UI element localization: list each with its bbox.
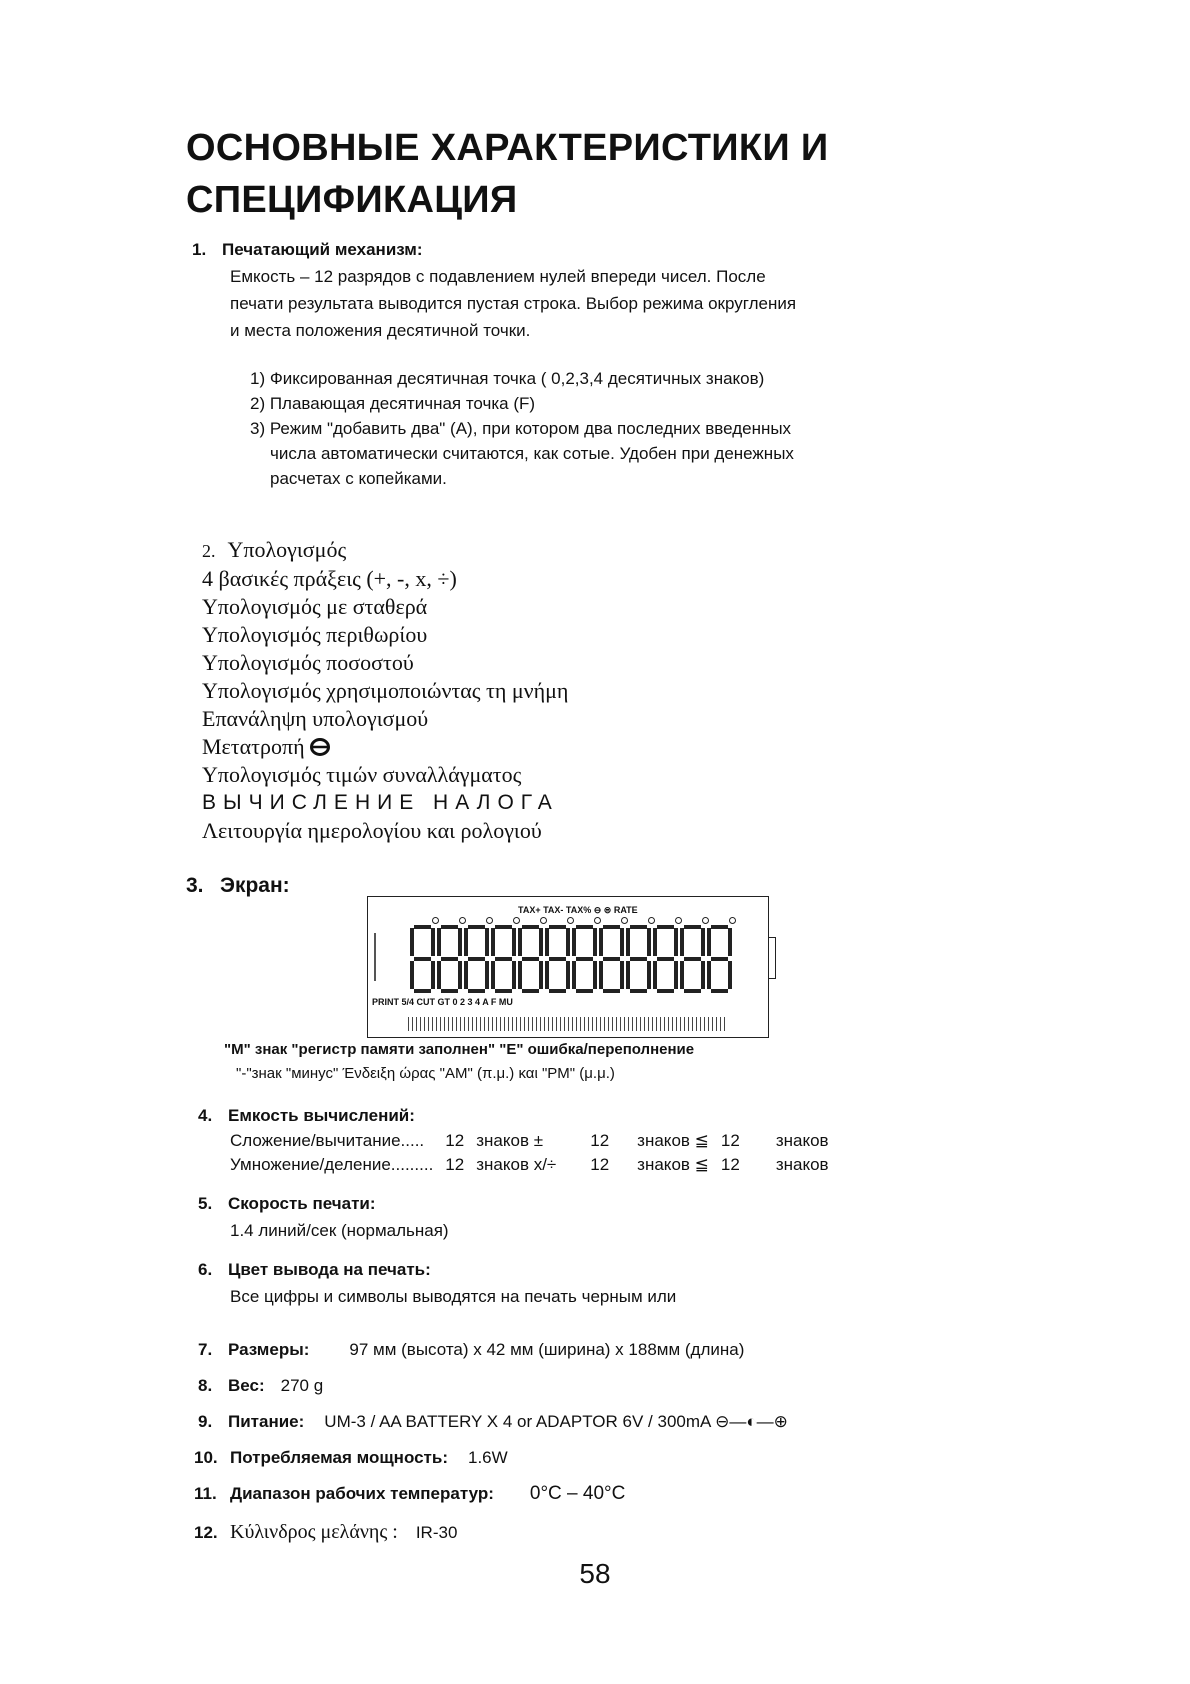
section-number: 1. bbox=[192, 240, 207, 259]
section-number: 4. bbox=[198, 1106, 213, 1125]
section-heading: Потребляемая мощность: bbox=[230, 1448, 448, 1467]
list-item: Υπολογισμός χρησιμοποιώντας τη μνήμη bbox=[202, 678, 569, 703]
lcd-top-indicators: TAX+ TAX- TAX% ⊖ ⊜ RATE bbox=[518, 905, 638, 915]
section-12 bbox=[194, 1518, 457, 1546]
table-cell: 12 bbox=[720, 1155, 740, 1174]
section-text: 1.4 линий/сек (нормальная) bbox=[230, 1221, 449, 1240]
section-number: 7. bbox=[198, 1340, 213, 1359]
lcd-digit bbox=[680, 925, 705, 993]
section-number: 12. bbox=[194, 1523, 218, 1542]
section-heading: Питание: bbox=[228, 1412, 305, 1431]
list-item: 4 βασικές πράξεις (+, -, x, ÷) bbox=[202, 566, 457, 591]
list-item: Επανάληψη υπολογισμού bbox=[202, 706, 429, 731]
list-item: Υπολογισμός με σταθερά bbox=[202, 594, 428, 619]
page-title bbox=[186, 122, 1086, 226]
section-number: 8. bbox=[198, 1376, 213, 1395]
lcd-digits bbox=[410, 925, 732, 993]
lcd-digit bbox=[599, 925, 624, 993]
list-item-continued: расчетах с копейками. bbox=[270, 469, 447, 488]
lcd-digit bbox=[707, 925, 732, 993]
list-item-continued: числа автоматически считаются, как сотые. Удобен при денежных bbox=[270, 444, 794, 463]
table-cell: 12 bbox=[590, 1155, 610, 1174]
list-item: Μετατροπή bbox=[202, 733, 902, 761]
table-cell: 12 bbox=[590, 1131, 610, 1150]
section-text: 97 мм (высота) x 42 мм (ширина) x 188мм (длина) bbox=[349, 1340, 745, 1359]
section-heading: Скорость печати: bbox=[228, 1194, 376, 1213]
title-line-2: СПЕЦИФИКАЦИЯ bbox=[186, 179, 518, 221]
table-row bbox=[230, 1129, 841, 1153]
section-text: Все цифры и символы выводятся на печать черным или bbox=[230, 1287, 677, 1306]
lcd-digit bbox=[626, 925, 651, 993]
currency-conversion-icon bbox=[310, 738, 330, 756]
lcd-digit bbox=[653, 925, 678, 993]
lcd-digit bbox=[464, 925, 489, 993]
section-2 bbox=[202, 536, 902, 845]
note-line: "-"знак "минус" Ένδειξη ώρας "AM" (π.μ.) και "PM" (μ.μ.) bbox=[236, 1065, 615, 1082]
list-item: 1) Фиксированная десятичная точка ( 0,2,3,4 десятичных знаков) bbox=[250, 369, 765, 388]
paragraph-line: и места положения десятичной точки. bbox=[230, 321, 531, 340]
section-text: IR-30 bbox=[415, 1523, 458, 1542]
lcd-digit bbox=[437, 925, 462, 993]
section-heading: Экран: bbox=[220, 874, 290, 897]
lcd-connector-tab bbox=[768, 937, 776, 979]
section-heading: Диапазон рабочих температур: bbox=[230, 1484, 494, 1503]
lcd-digit bbox=[572, 925, 597, 993]
lcd-digit bbox=[545, 925, 570, 993]
section-11 bbox=[194, 1480, 625, 1507]
table-cell: знаков x/÷ bbox=[476, 1155, 557, 1174]
section-3 bbox=[186, 872, 290, 899]
list-item: Υπολογισμός ποσοστού bbox=[202, 650, 414, 675]
section-heading: Печатающий механизм: bbox=[222, 240, 423, 259]
table-cell: 12 bbox=[445, 1131, 465, 1150]
section-1 bbox=[192, 236, 1052, 491]
section-heading: Цвет вывода на печать: bbox=[228, 1260, 431, 1279]
table-cell: знаков ≦ bbox=[637, 1131, 709, 1150]
paragraph-line: Емкость – 12 разрядов с подавлением нулей впереди чисел. После bbox=[230, 267, 766, 286]
section-heading: Υπολογισμός bbox=[227, 537, 347, 562]
section-text: 0°C – 40°C bbox=[529, 1483, 626, 1504]
section-heading: Вес: bbox=[228, 1376, 265, 1395]
lcd-digit bbox=[518, 925, 543, 993]
section-number: 2. bbox=[202, 541, 216, 561]
section-number: 11. bbox=[194, 1484, 217, 1503]
section-text: UM-3 / AA BATTERY X 4 or ADAPTOR 6V / 300mA ⊖—◐—⊕ bbox=[324, 1412, 788, 1431]
section-number: 3. bbox=[186, 874, 204, 897]
section-heading: Κύλινδρος μελάνης : bbox=[230, 1521, 398, 1543]
lcd-digit bbox=[410, 925, 435, 993]
section-number: 9. bbox=[198, 1412, 213, 1431]
table-cell: 12 bbox=[445, 1155, 465, 1174]
table-cell: знаков ± bbox=[476, 1131, 544, 1150]
tax-calculation: ВЫЧИСЛЕНИЕ НАЛОГА bbox=[202, 791, 559, 814]
section-number: 5. bbox=[198, 1194, 213, 1213]
section-7 bbox=[198, 1336, 744, 1363]
section-number: 10. bbox=[194, 1448, 218, 1467]
title-line-1: ОСНОВНЫЕ ХАРАКТЕРИСТИКИ И bbox=[186, 127, 829, 169]
section-6 bbox=[198, 1256, 676, 1310]
table-cell: знаков bbox=[775, 1131, 829, 1150]
section-heading: Размеры: bbox=[228, 1340, 310, 1359]
list-item: Λειτουργία ημερολογίου και ρολογιού bbox=[202, 818, 542, 843]
section-5 bbox=[198, 1190, 449, 1244]
note-line: "M" знак "регистр памяти заполнен" "E" ошибка/переполнение bbox=[224, 1041, 695, 1058]
section-9 bbox=[198, 1408, 788, 1435]
page-number: 58 bbox=[579, 1558, 611, 1589]
table-cell: Сложение/вычитание..... bbox=[230, 1131, 425, 1150]
display-notes bbox=[224, 1038, 1084, 1086]
section-text: 1.6W bbox=[468, 1448, 508, 1467]
section-10 bbox=[194, 1444, 508, 1471]
table-cell: знаков bbox=[775, 1155, 829, 1174]
list-item: 2) Плавающая десятичная точка (F) bbox=[250, 394, 536, 413]
capacity-table bbox=[230, 1129, 841, 1177]
lcd-display-diagram bbox=[367, 896, 769, 1038]
section-8 bbox=[198, 1372, 323, 1399]
section-heading: Емкость вычислений: bbox=[228, 1106, 415, 1125]
section-text: 270 g bbox=[280, 1376, 324, 1395]
lcd-segment-strip bbox=[408, 1017, 728, 1031]
list-item: Υπολογισμός τιμών συναλλάγματος bbox=[202, 762, 522, 787]
table-cell: Умножение/деление......... bbox=[230, 1155, 434, 1174]
section-number: 6. bbox=[198, 1260, 213, 1279]
section-4 bbox=[198, 1102, 1058, 1177]
table-row bbox=[230, 1153, 841, 1177]
list-item: Υπολογισμός περιθωρίου bbox=[202, 622, 428, 647]
paragraph-line: печати результата выводится пустая строка. Выбор режима округления bbox=[230, 294, 797, 313]
lcd-bottom-indicators: PRINT 5/4 CUT GT 0 2 3 4 A F MU bbox=[372, 997, 513, 1007]
lcd-digit bbox=[491, 925, 516, 993]
list-item: 3) Режим "добавить два" (А), при котором два последних введенных bbox=[250, 419, 792, 438]
lcd-side-indicators bbox=[374, 933, 382, 981]
table-cell: 12 bbox=[720, 1131, 740, 1150]
table-cell: знаков ≦ bbox=[637, 1155, 709, 1174]
